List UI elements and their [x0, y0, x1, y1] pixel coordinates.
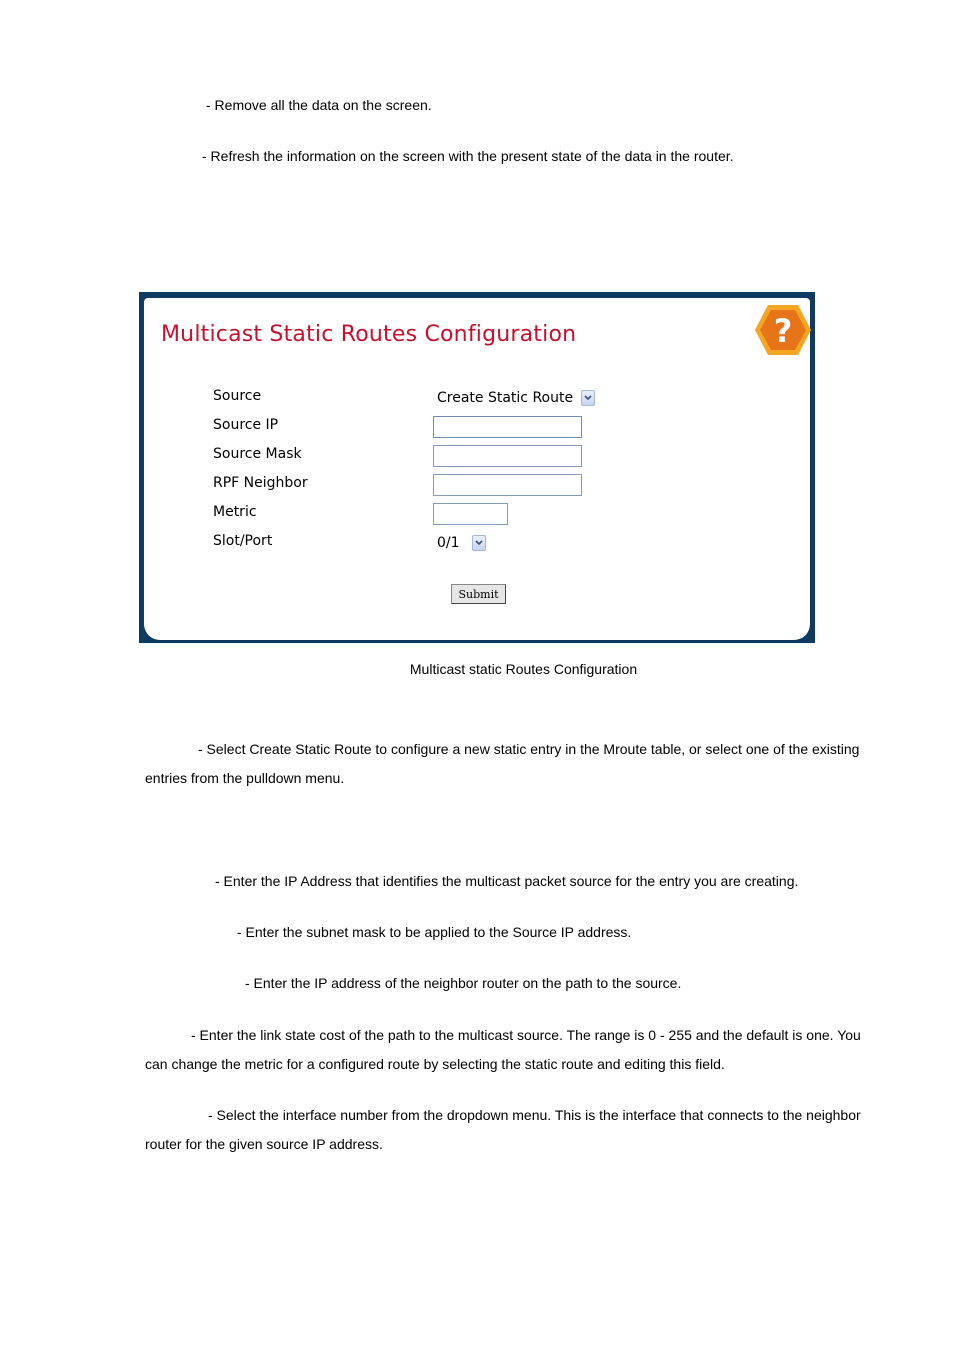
source-mask-description: - Enter the subnet mask to be applied to the Source IP address. [237, 924, 632, 940]
source-ip-input[interactable] [433, 416, 582, 438]
source-ip-label: Source IP [213, 417, 279, 433]
slot-port-select[interactable] [437, 535, 486, 551]
source-mask-label: Source Mask [213, 446, 302, 462]
source-select[interactable] [437, 390, 595, 406]
slot-port-label: Slot/Port [213, 533, 273, 549]
submit-button[interactable]: Submit [451, 584, 506, 604]
page-title: Multicast Static Routes Configuration [161, 322, 577, 347]
slot-port-select-value: 0/1 [437, 535, 460, 551]
rpf-neighbor-description: - Enter the IP address of the neighbor router on the path to the source. [245, 975, 682, 991]
config-panel [139, 292, 815, 643]
chevron-down-icon[interactable] [472, 535, 486, 551]
source-label: Source [213, 388, 262, 404]
rpf-neighbor-label: RPF Neighbor [213, 475, 308, 491]
rpf-neighbor-input[interactable] [433, 474, 582, 496]
refresh-description: - Refresh the information on the screen with the present state of the data in the router. [202, 148, 734, 164]
figure-caption: Multicast static Routes Configuration [409, 661, 638, 677]
help-symbol: ? [773, 312, 793, 350]
source-ip-description: - Enter the IP Address that identifies the multicast packet source for the entry you are creating. [215, 873, 799, 889]
metric-input[interactable] [433, 503, 508, 525]
metric-description: - Enter the link state cost of the path to the multicast source. The range is 0 - 255 and the default is one. You can change the metric for a configured route by selecting the static route and editing this field. [145, 1027, 861, 1072]
config-panel-body [144, 298, 810, 640]
reset-description: - Remove all the data on the screen. [206, 97, 432, 113]
metric-label: Metric [213, 504, 257, 520]
slot-port-description: - Select the interface number from the dropdown menu. This is the interface that connects to the neighbor router for the given source IP address. [145, 1107, 861, 1152]
source-select-value: Create Static Route [437, 390, 574, 406]
help-icon[interactable] [753, 303, 813, 357]
source-mask-input[interactable] [433, 445, 582, 467]
chevron-down-icon[interactable] [581, 390, 595, 406]
source-description: - Select Create Static Route to configure a new static entry in the Mroute table, or select one of the existing entries from the pulldown menu. [145, 741, 860, 786]
